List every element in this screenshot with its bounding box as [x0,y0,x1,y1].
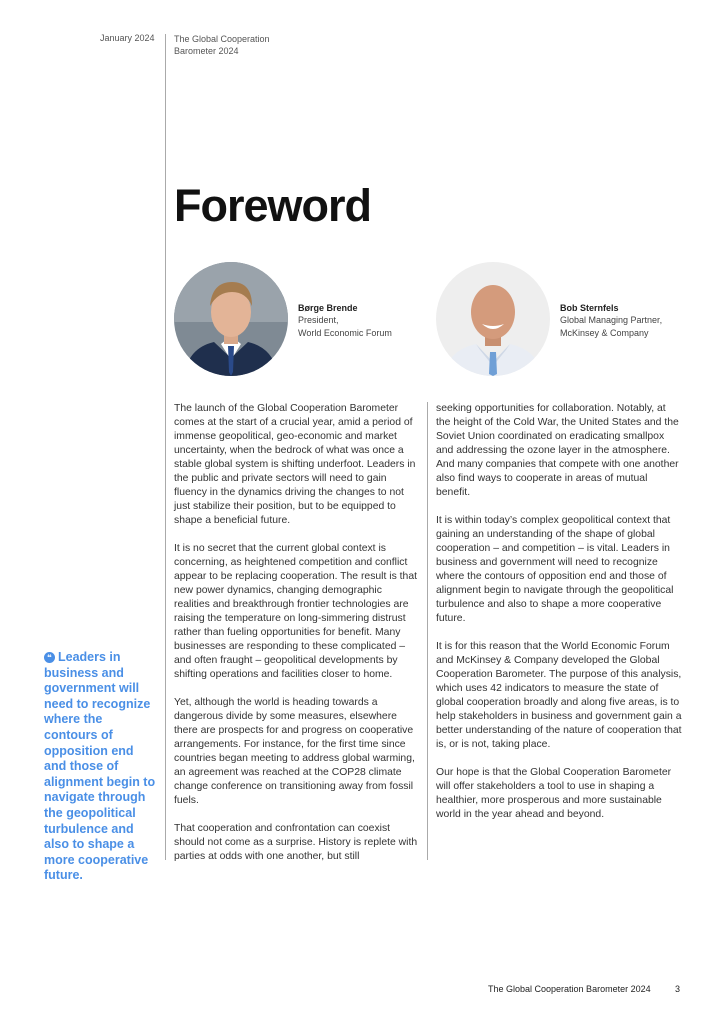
body-paragraph: It is for this reason that the World Economic Forum and McKinsey & Company developed the Global Cooperation Barometer. The purpose of this analysis, which uses 42 indicators to measure the state of global cooperation broadly and along five areas, is to help stakeholders in business and government gain a better understanding of the nature of cooperation that is, or is not, taking place. [436,641,682,750]
pull-quote [44,650,156,884]
body-paragraph: seeking opportunities for collaboration. Notably, at the height of the Cold War, the United States and the Soviet Union coordinated on eradicating smallpox and addressing the ozone layer in the atmosphere. And many companies that compete with one another also find ways to cooperate in areas of mutual benefit. [436,403,679,498]
body-paragraph: It is no secret that the current global context is concerning, as heightened competition and conflict appear to be replacing cooperation. The result is that new power dynamics, changing demographic realities and breakthrough frontier technologies are raising the temperature on long-simmering distrust rather than fueling opportunities for benefit. Many businesses are responding to these complicated – and often fraught – geopolitical developments by shifting operations and facilities closer to home. [174,543,417,680]
body-paragraph: That cooperation and confrontation can coexist should not come as a surprise. History is replete with parties at odds with one another, but still [174,823,418,862]
page-title: Foreword [174,180,372,231]
author-name-brende: Børge Brende [298,303,358,313]
body-column-left [174,402,420,878]
header-divider [165,34,166,860]
author-role-line: Global Managing Partner, [560,315,663,325]
column-divider [427,402,428,860]
body-paragraph: Yet, although the world is heading towards a dangerous divide by some measures, elsewhere there are prospects for and progress on cooperative arrangements. For instance, for the first time since countries began meeting to address global warming, an agreement was reached at the COP28 climate change conference on transitioning away from fossil fuels. [174,697,415,806]
body-paragraph: The launch of the Global Cooperation Barometer comes at the start of a crucial year, amid a period of immense geopolitical, geo-economic and market uncertainty, when the bedrock of what was once a stable global system is shifting underfoot. Leaders in the public and private sectors will need to gain fluency in the dynamics driving the changes to not just stabilize their position, but to be equipped to shape a beneficial future. [174,403,416,526]
quote-mark-icon: ❝ [44,652,55,663]
body-paragraph: It is within today’s complex geopolitical context that gaining an understanding of the shape of global cooperation – and competition – is vital. Leaders in business and government will need to recognize where the contours of opposition end and those of alignment begin to navigate through the geopolitical turbulence and also to shape a more cooperative future. [436,515,674,624]
author-role-line: World Economic Forum [298,328,392,338]
author-role-sternfels [560,314,700,340]
footer-report-title: The Global Cooperation Barometer 2024 [488,984,651,994]
pull-quote-text: Leaders in business and government will need to recognize where the contours of opposition end and those of alignment begin to navigate through the geopolitical turbulence and also to shape a more cooperative future. [44,650,156,883]
author-photo-sternfels [436,262,550,376]
body-paragraph: Our hope is that the Global Cooperation Barometer will offer stakeholders a tool to use in shaping a healthier, more prosperous and more sustainable world in the year ahead and beyond. [436,767,672,820]
author-role-line: President, [298,315,339,325]
page-number: 3 [675,984,681,994]
body-column-right [436,402,682,836]
header-date: January 2024 [100,33,155,43]
author-photo-brende [174,262,288,376]
author-role-brende [298,314,438,340]
author-role-line: McKinsey & Company [560,328,649,338]
header-report-title: The Global Cooperation Barometer 2024 [174,34,270,56]
author-name-sternfels: Bob Sternfels [560,303,619,313]
